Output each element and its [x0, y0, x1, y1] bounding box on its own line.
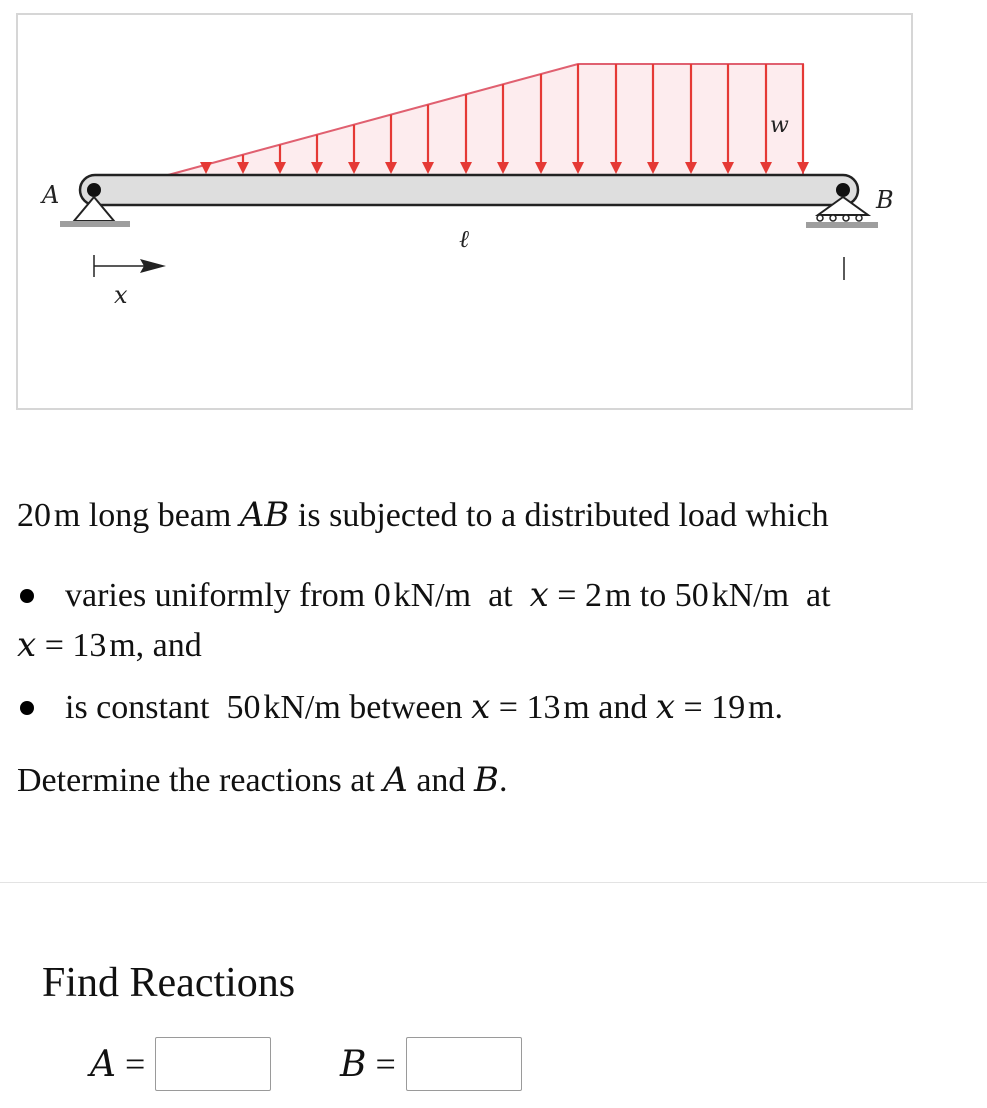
reaction-A-input[interactable]: [155, 1037, 271, 1091]
label-B: B: [876, 186, 894, 214]
label-w: w: [770, 113, 789, 138]
label-length: ℓ: [459, 225, 469, 253]
list-item: is constant 50 kN/m between x = 13 m and x = 19 m.: [17, 682, 937, 732]
load-conditions-list: [17, 570, 937, 732]
answer-section-title: Find Reactions: [42, 960, 296, 1006]
label-x: x: [114, 281, 128, 309]
ground-A: [60, 221, 130, 227]
beam-diagram: [18, 15, 915, 412]
question-text: Determine the reactions at A and B.: [17, 760, 508, 800]
beam-figure: [16, 13, 913, 410]
problem-statement: 20 m long beam AB is subjected to a distributed load which: [17, 495, 829, 535]
label-A: A: [42, 181, 60, 209]
bullet-icon: [20, 701, 34, 715]
reaction-B-input[interactable]: [406, 1037, 522, 1091]
roller-wheel: [843, 215, 849, 221]
roller-wheel: [830, 215, 836, 221]
answer-label-B: B: [340, 1044, 367, 1085]
pin-B: [836, 183, 850, 197]
ground-B: [806, 222, 878, 228]
roller-wheel: [856, 215, 862, 221]
answer-label-A: A: [90, 1044, 116, 1085]
answer-row-A: A =: [90, 1035, 271, 1093]
beam-name: AB: [239, 495, 290, 535]
list-item: varies uniformly from 0 kN/m at x = 2 m to 50 kN/m at: [17, 570, 937, 620]
distributed-load-area: [168, 64, 803, 175]
bullet-icon: [20, 589, 34, 603]
beam: [80, 175, 858, 205]
section-divider: [0, 882, 987, 883]
answer-row-B: B =: [340, 1035, 522, 1093]
list-item-continuation: x = 13 m, and: [17, 625, 202, 665]
pin-A: [87, 183, 101, 197]
roller-wheel: [817, 215, 823, 221]
